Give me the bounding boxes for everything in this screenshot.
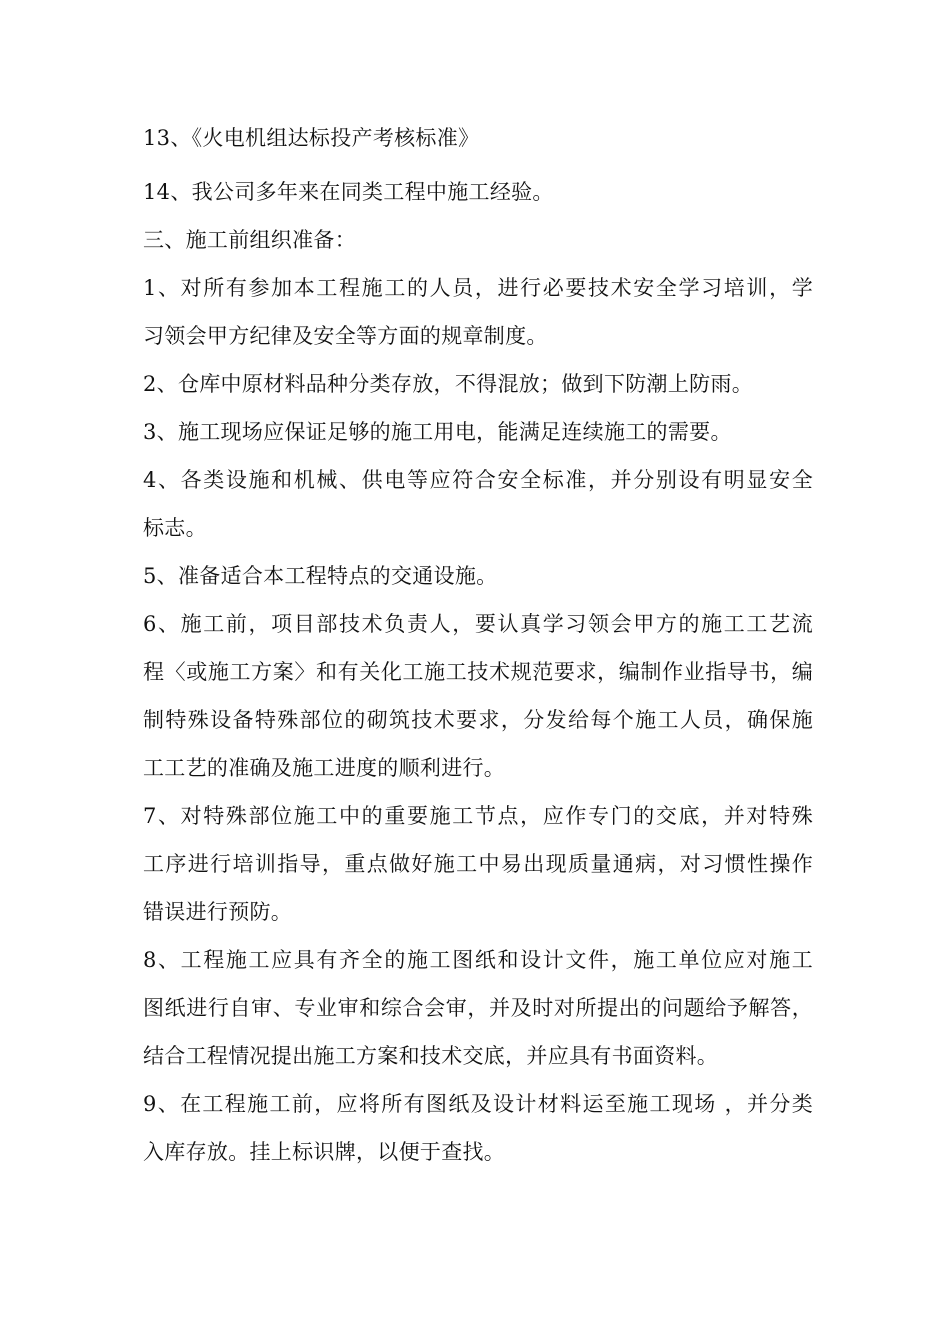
text-line-item-6-cont-2: 制特殊设备特殊部位的砌筑技术要求，分发给每个施工人员，确保施 [143, 708, 813, 732]
text-line-item-1-cont: 习领会甲方纪律及安全等方面的规章制度。 [143, 324, 548, 348]
text-line-item-6: 6、施工前，项目部技术负责人，要认真学习领会甲方的施工工艺流 [143, 612, 813, 636]
text-line-item-9-cont: 入库存放。挂上标识牌，以便于查找。 [143, 1140, 506, 1164]
text-line-item-7-cont-1: 工序进行培训指导，重点做好施工中易出现质量通病，对习惯性操作 [143, 852, 813, 876]
text-line-experience-14: 14、我公司多年来在同类工程中施工经验。 [143, 180, 554, 204]
text-line-item-6-cont-3: 工工艺的准确及施工进度的顺利进行。 [143, 756, 506, 780]
text-line-item-5: 5、准备适合本工程特点的交通设施。 [143, 564, 498, 588]
text-line-item-1: 1、对所有参加本工程施工的人员，进行必要技术安全学习培训，学 [143, 276, 813, 300]
text-line-item-4: 4、各类设施和机械、供电等应符合安全标准，并分别设有明显安全 [143, 468, 813, 492]
text-line-item-6-cont-1: 程〈或施工方案〉和有关化工施工技术规范要求，编制作业指导书，编 [143, 660, 813, 684]
section-heading-preparation: 三、施工前组织准备： [143, 228, 356, 252]
text-line-item-9: 9、在工程施工前，应将所有图纸及设计材料运至施工现场 ，并分类 [143, 1092, 813, 1116]
text-line-item-8: 8、工程施工应具有齐全的施工图纸和设计文件，施工单位应对施工 [143, 948, 813, 972]
text-line-item-8-cont-1: 图纸进行自审、专业审和综合会审，并及时对所提出的问题给予解答， [143, 996, 813, 1020]
text-line-item-7: 7、对特殊部位施工中的重要施工节点，应作专门的交底，并对特殊 [143, 804, 813, 828]
text-line-item-2: 2、仓库中原材料品种分类存放，不得混放；做到下防潮上防雨。 [143, 372, 754, 396]
text-line-item-8-cont-2: 结合工程情况提出施工方案和技术交底，并应具有书面资料。 [143, 1044, 719, 1068]
text-line-standard-13: 13、《火电机组达标投产考核标准》 [143, 126, 480, 150]
text-line-item-7-cont-2: 错误进行预防。 [143, 900, 293, 924]
text-line-item-3: 3、施工现场应保证足够的施工用电，能满足连续施工的需要。 [143, 420, 732, 444]
text-line-item-4-cont: 标志。 [143, 516, 207, 540]
